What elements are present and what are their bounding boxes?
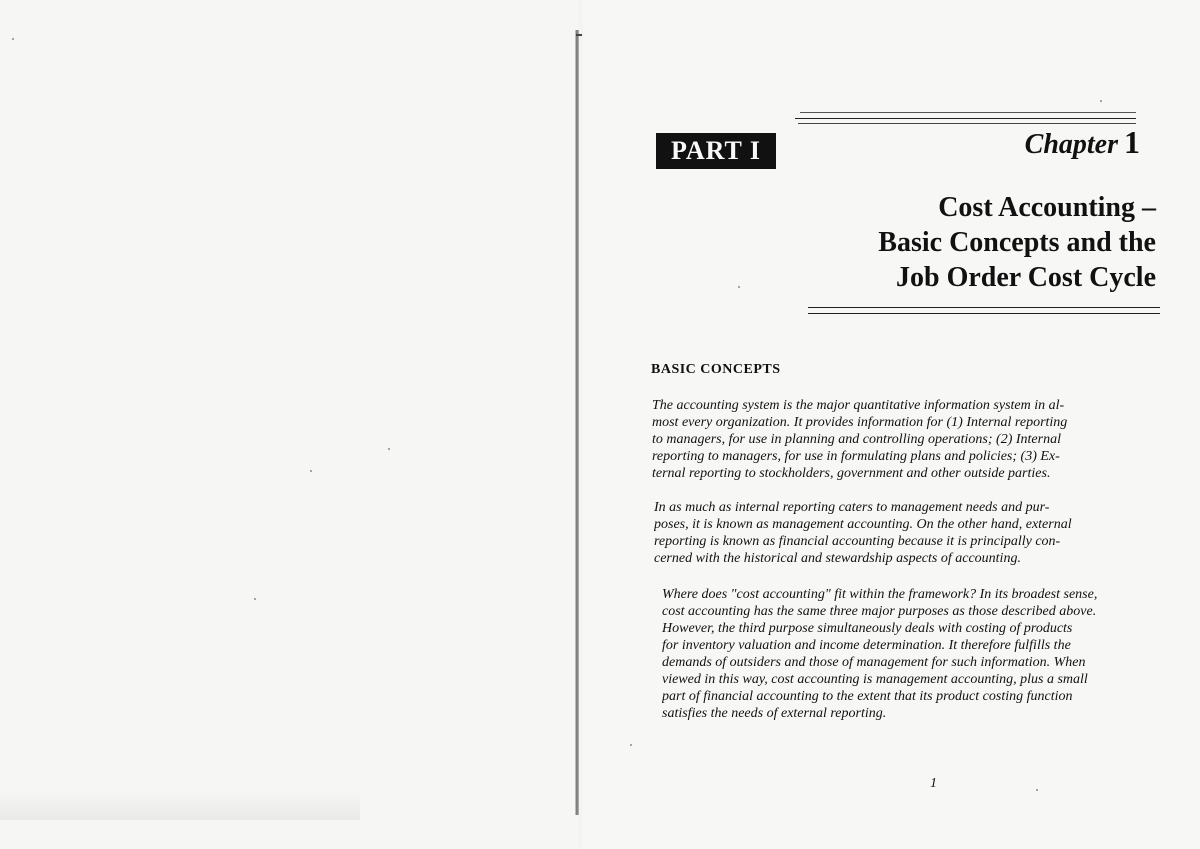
text-line: demands of outsiders and those of management for such information. When <box>662 655 1086 670</box>
text-line: However, the third purpose simultaneously deals with costing of products <box>662 621 1073 636</box>
text-line: In as much as internal reporting caters to management needs and pur- <box>654 500 1050 515</box>
page-number: 1 <box>930 776 937 791</box>
paragraph-2 <box>654 499 1186 567</box>
top-rule <box>800 112 1136 113</box>
text-line: most every organization. It provides information for (1) Internal reporting <box>652 415 1068 430</box>
scan-speck <box>254 598 256 600</box>
scan-speck <box>738 286 740 288</box>
text-line: viewed in this way, cost accounting is management accounting, plus a small <box>662 672 1088 687</box>
chapter-word: Chapter <box>1024 129 1118 160</box>
chapter-title-line: Cost Accounting – <box>938 192 1156 223</box>
text-line: for inventory valuation and income determination. It therefore fulfills the <box>662 638 1071 653</box>
section-heading: BASIC CONCEPTS <box>651 362 781 377</box>
book-spine <box>575 30 579 815</box>
part-label: PART I <box>656 133 776 169</box>
chapter-title-line: Job Order Cost Cycle <box>896 262 1156 293</box>
spine-mark <box>576 34 582 36</box>
chapter-title-line: Basic Concepts and the <box>878 227 1156 258</box>
text-line: satisfies the needs of external reporting. <box>662 706 887 721</box>
text-line: cost accounting has the same three major purposes as those described above. <box>662 604 1097 619</box>
top-rule <box>795 118 1136 119</box>
bottom-rule <box>808 313 1160 314</box>
text-line: ternal reporting to stockholders, government and other outside parties. <box>652 466 1051 481</box>
text-line: Where does "cost accounting" fit within the framework? In its broadest sense, <box>662 587 1098 602</box>
scan-speck <box>1036 789 1038 791</box>
text-line: reporting is known as financial accounting because it is principally con- <box>654 534 1061 549</box>
left-blank-page <box>0 0 578 849</box>
page-shadow <box>0 790 360 820</box>
paragraph-3 <box>662 586 1200 722</box>
chapter-title <box>760 190 1156 295</box>
text-line: part of financial accounting to the extent that its product costing function <box>662 689 1073 704</box>
text-line: to managers, for use in planning and controlling operations; (2) Internal <box>652 432 1061 447</box>
chapter-number: 1 <box>1124 124 1140 160</box>
text-line: cerned with the historical and stewardship aspects of accounting. <box>654 551 1021 566</box>
scan-speck <box>630 744 632 746</box>
bottom-rule <box>808 307 1160 308</box>
chapter-heading <box>920 122 1140 165</box>
scan-speck <box>12 38 14 40</box>
scan-speck <box>1100 100 1102 102</box>
scan-speck <box>310 470 312 472</box>
scan-speck <box>388 448 390 450</box>
paragraph-1 <box>652 397 1182 482</box>
text-line: The accounting system is the major quantitative information system in al- <box>652 398 1065 413</box>
text-line: reporting to managers, for use in formulating plans and policies; (3) Ex- <box>652 449 1060 464</box>
text-line: poses, it is known as management accounting. On the other hand, external <box>654 517 1072 532</box>
